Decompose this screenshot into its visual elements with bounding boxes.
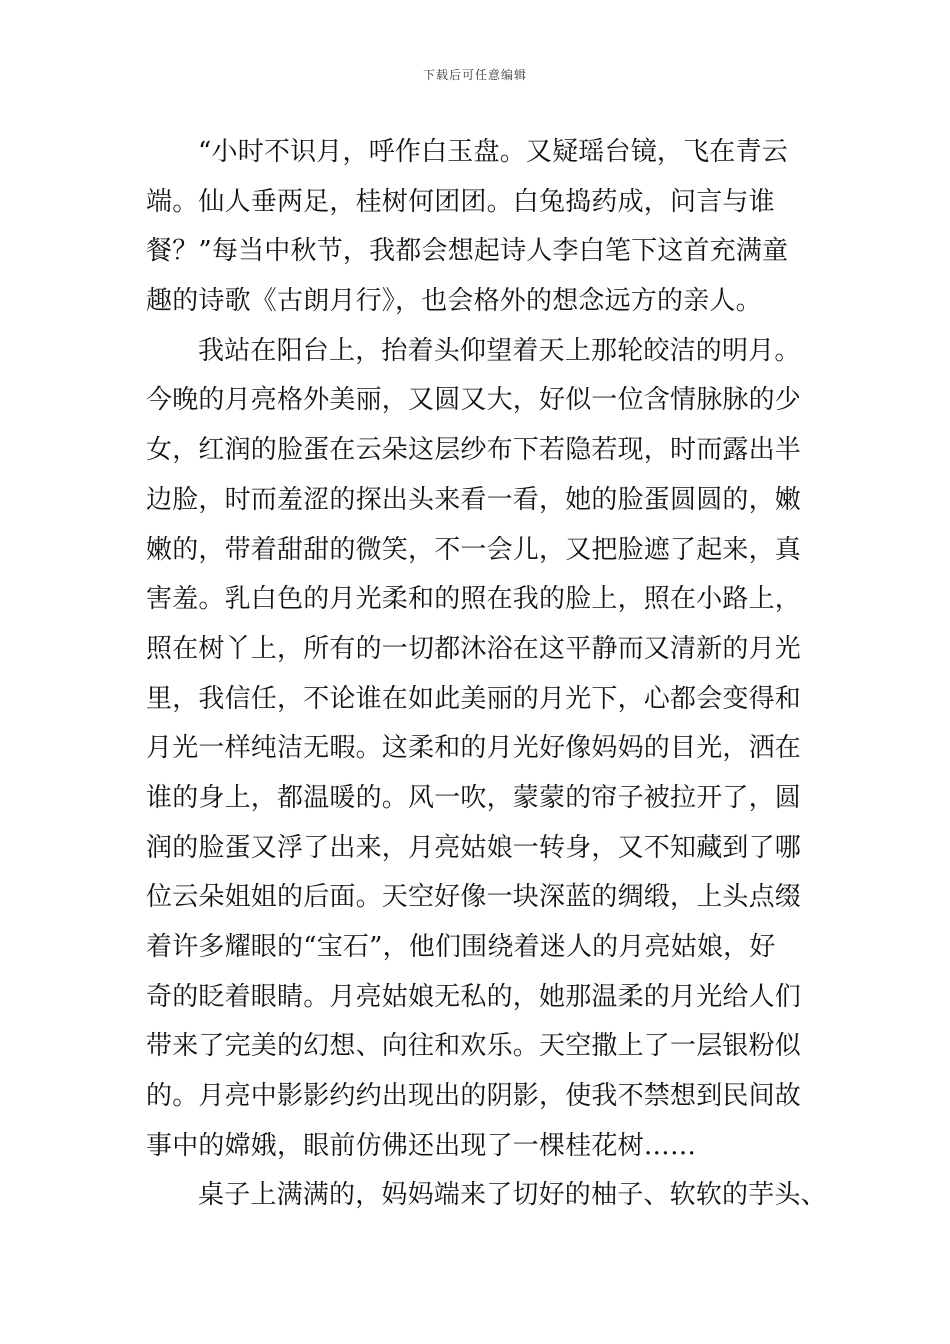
text-line: 桌子上满满的，妈妈端来了切好的柚子、软软的芋头、	[198, 1180, 827, 1211]
text-line: “小时不识月，呼作白玉盘。又疑瑶台镜，飞在青云	[198, 137, 788, 167]
header-note: 下载后可任意编辑	[422, 68, 527, 82]
text-line: 的。月亮中影影约约出现出的阴影，使我不禁想到民间故	[146, 1081, 802, 1112]
text-line: 边脸，时而羞涩的探出头来看一看，她的脸蛋圆圆的，嫩	[146, 484, 802, 515]
text-line: 奇的眨着眼睛。月亮姑娘无私的，她那温柔的月光给人们	[146, 981, 802, 1012]
text-line: 谁的身上，都温暖的。风一吹，蒙蒙的帘子被拉开了，圆	[146, 782, 802, 813]
document-body	[146, 128, 846, 1221]
text-line: 嫩的，带着甜甜的微笑，不一会儿，又把脸遮了起来，真	[146, 534, 802, 565]
text-line: 趣的诗歌《古朗月行》，也会格外的想念远方的亲人。	[146, 286, 762, 317]
text-line: 月光一样纯洁无暇。这柔和的月光好像妈妈的目光，洒在	[146, 733, 802, 764]
text-line: 里，我信任，不论谁在如此美丽的月光下，心都会变得和	[146, 683, 802, 714]
text-line: 端。仙人垂两足，桂树何团团。白兔捣药成，问言与谁	[146, 186, 775, 217]
text-line: 照在树丫上，所有的一切都沐浴在这平静而又清新的月光	[146, 633, 802, 664]
text-line: 位云朵姐姐的后面。天空好像一块深蓝的绸缎，上头点缀	[146, 882, 802, 913]
text-line: 今晚的月亮格外美丽，又圆又大，好似一位含情脉脉的少	[146, 385, 802, 416]
text-line: 带来了完美的幻想、向往和欢乐。天空撒上了一层银粉似	[146, 1031, 802, 1062]
text-line: 害羞。乳白色的月光柔和的照在我的脸上，照在小路上，	[146, 584, 802, 615]
text-line: 我站在阳台上，抬着头仰望着天上那轮皎洁的明月。	[198, 335, 801, 366]
text-line: 着许多耀眼的“宝石”，他们围绕着迷人的月亮姑娘，好	[146, 932, 776, 962]
text-line: 餐？”每当中秋节，我都会想起诗人李白笔下这首充满童	[146, 236, 789, 267]
text-line: 事中的嫦娥，眼前仿佛还出现了一棵桂花树……	[146, 1130, 697, 1161]
text-line: 女，红润的脸蛋在云朵这层纱布下若隐若现，时而露出半	[146, 435, 802, 466]
text-line: 润的脸蛋又浮了出来，月亮姑娘一转身，又不知藏到了哪	[146, 832, 802, 863]
